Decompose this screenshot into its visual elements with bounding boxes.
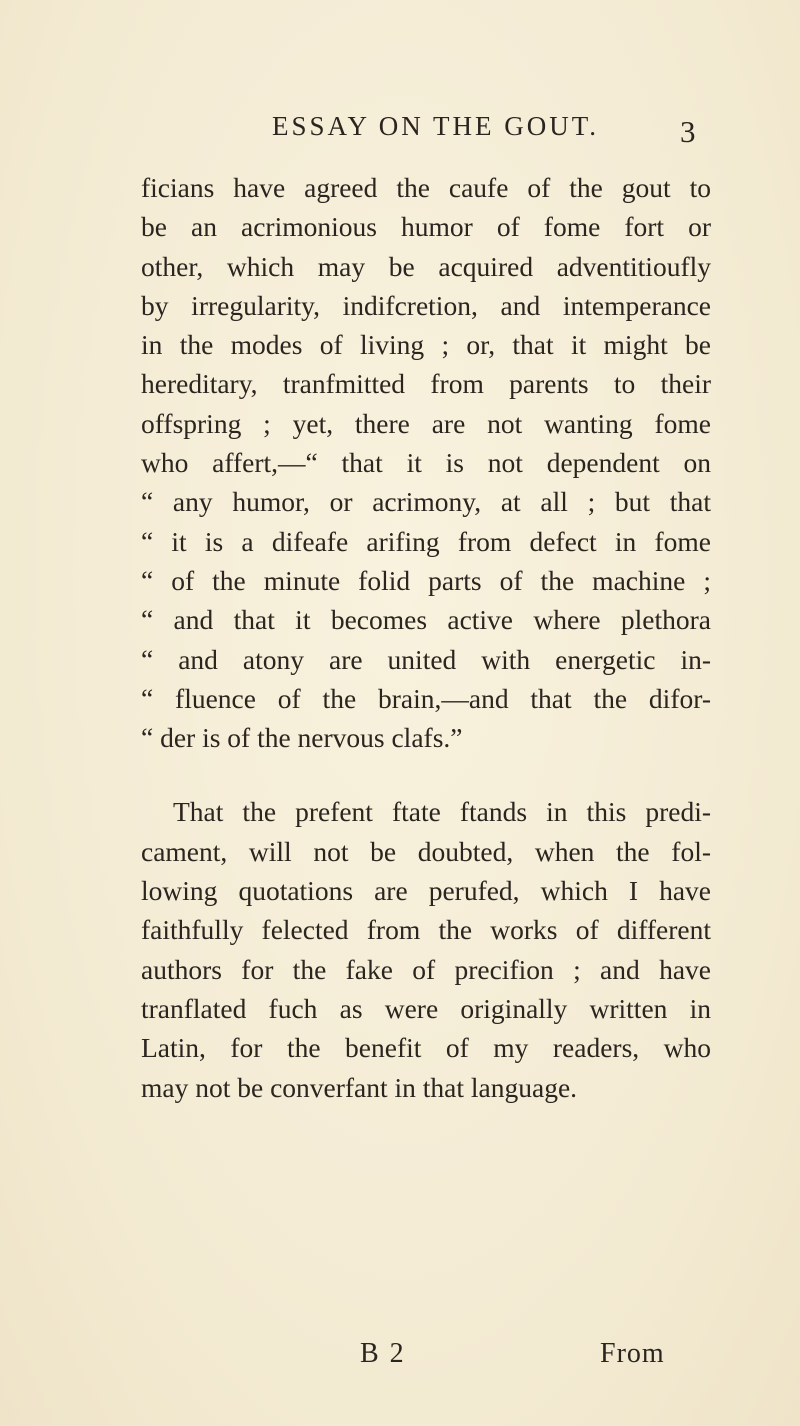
text-line: faithfully felected from the works of different bbox=[141, 914, 711, 946]
text-line: tranflated fuch as were originally written in bbox=[141, 992, 711, 1024]
text-line: hereditary, tranfmitted from parents to their bbox=[141, 368, 711, 400]
text-line: “ and that it becomes active where plethora bbox=[141, 604, 711, 636]
page-footer bbox=[0, 1338, 800, 1378]
text-line: may not be converfant in that language. bbox=[141, 1071, 578, 1103]
text-line: “ fluence of the brain,—and that the difor- bbox=[141, 682, 711, 714]
text-line: by irregularity, indifcretion, and intemperance bbox=[141, 289, 711, 321]
paragraph-2 bbox=[141, 792, 711, 1106]
paragraph-spacer bbox=[141, 757, 711, 792]
text-line: Latin, for the benefit of my readers, who bbox=[141, 1032, 711, 1064]
text-line: authors for the fake of precifion ; and have bbox=[141, 953, 711, 985]
text-line: That the prefent ftate ftands in this predi- bbox=[173, 796, 711, 828]
page-number: 3 bbox=[680, 114, 696, 149]
text-line: cament, will not be doubted, when the fol- bbox=[141, 835, 711, 867]
running-head bbox=[0, 104, 800, 149]
catchword: From bbox=[600, 1338, 665, 1369]
body-text bbox=[141, 168, 711, 1107]
text-line: lowing quotations are perufed, which I have bbox=[141, 875, 711, 907]
paragraph-1 bbox=[141, 168, 711, 757]
text-line: “ der is of the nervous clafs.” bbox=[141, 722, 463, 754]
text-line: “ and atony are united with energetic in- bbox=[141, 643, 711, 675]
signature-mark: B 2 bbox=[360, 1338, 406, 1369]
running-title: ESSAY ON THE GOUT. bbox=[272, 111, 600, 141]
text-line: “ any humor, or acrimony, at all ; but that bbox=[141, 486, 711, 518]
text-line: who affert,—“ that it is not dependent on bbox=[141, 447, 711, 479]
text-line: “ of the minute folid parts of the machine ; bbox=[141, 564, 711, 596]
text-line: in the modes of living ; or, that it might be bbox=[141, 329, 711, 361]
text-line: ficians have agreed the caufe of the gout to bbox=[141, 172, 711, 203]
text-line: offspring ; yet, there are not wanting fome bbox=[141, 407, 711, 439]
text-line: “ it is a difeafe arifing from defect in fome bbox=[141, 525, 711, 557]
text-line: be an acrimonious humor of fome fort or bbox=[141, 211, 711, 243]
text-line: other, which may be acquired adventitioufly bbox=[141, 250, 711, 282]
